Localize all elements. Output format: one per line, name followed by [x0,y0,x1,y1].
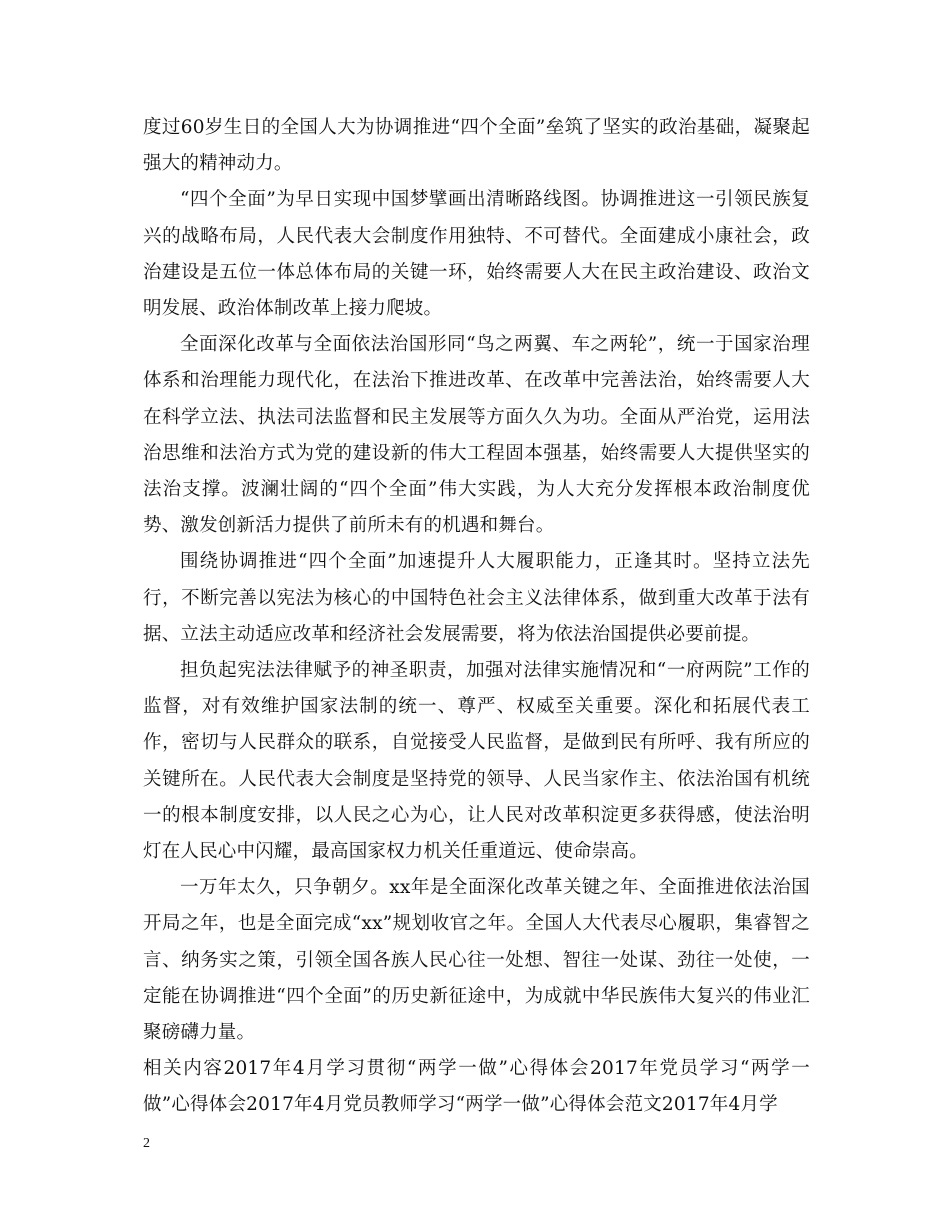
paragraph-5: 担负起宪法法律赋予的神圣职责，加强对法律实施情况和“一府两院”工作的监督，对有效维护国家法制的统一、尊严、权威至关重要。深化和拓展代表工作，密切与人民群众的联系，自觉接受人民监督，是做到民有所呼、我有所应的关键所在。人民代表大会制度是坚持党的领导、人民当家作主、依法治国有机统一的根本制度安排，以人民之心为心，让人民对改革积淀更多获得感，使法治明灯在人民心中闪耀，最高国家权力机关任重道远、使命崇高。 [143,660,810,863]
page-number: 2 [143,1136,150,1151]
paragraph-2: “四个全面”为早日实现中国梦擘画出清晰路线图。协调推进这一引领民族复兴的战略布局，人民代表大会制度作用独特、不可替代。全面建成小康社会，政治建设是五位一体总体布局的关键一环，始终需要人大在民主政治建设、政治文明发展、政治体制改革上接力爬坡。 [143,189,810,320]
document-body [143,110,810,1124]
paragraph-4: 围绕协调推进“四个全面”加速提升人大履职能力，正逢其时。坚持立法先行，不断完善以宪法为核心的中国特色社会主义法律体系，做到重大改革于法有据、立法主动适应改革和经济社会发展需要，将为依法治国提供必要前提。 [143,551,810,645]
paragraph-6: 一万年太久，只争朝夕。xx年是全面深化改革关键之年、全面推进依法治国开局之年，也是全面完成“xx”规划收官之年。全国人大代表尽心履职，集睿智之言、纳务实之策，引领全国各族人民心往一处想、智往一处谋、劲往一处使，一定能在协调推进“四个全面”的历史新征途中，为成就中华民族伟大复兴的伟业汇聚磅礴力量。 [143,877,810,1044]
paragraph-3: 全面深化改革与全面依法治国形同“鸟之两翼、车之两轮”，统一于国家治理体系和治理能力现代化，在法治下推进改革、在改革中完善法治，始终需要人大在科学立法、执法司法监督和民主发展等方面久久为功。全面从严治党，运用法治思维和法治方式为党的建设新的伟大工程固本强基，始终需要人大提供坚实的法治支撑。波澜壮阔的“四个全面”伟大实践，为人大充分发挥根本政治制度优势、激发创新活力提供了前所未有的机遇和舞台。 [143,334,810,537]
paragraph-1: 度过60岁生日的全国人大为协调推进“四个全面”垒筑了坚实的政治基础，凝聚起强大的精神动力。 [143,117,810,175]
related-content-paragraph: 相关内容2017年4月学习贯彻“两学一做”心得体会2017年党员学习“两学一做”心得体会2017年4月党员教师学习“两学一做”心得体会范文2017年4月学 [143,1058,810,1116]
